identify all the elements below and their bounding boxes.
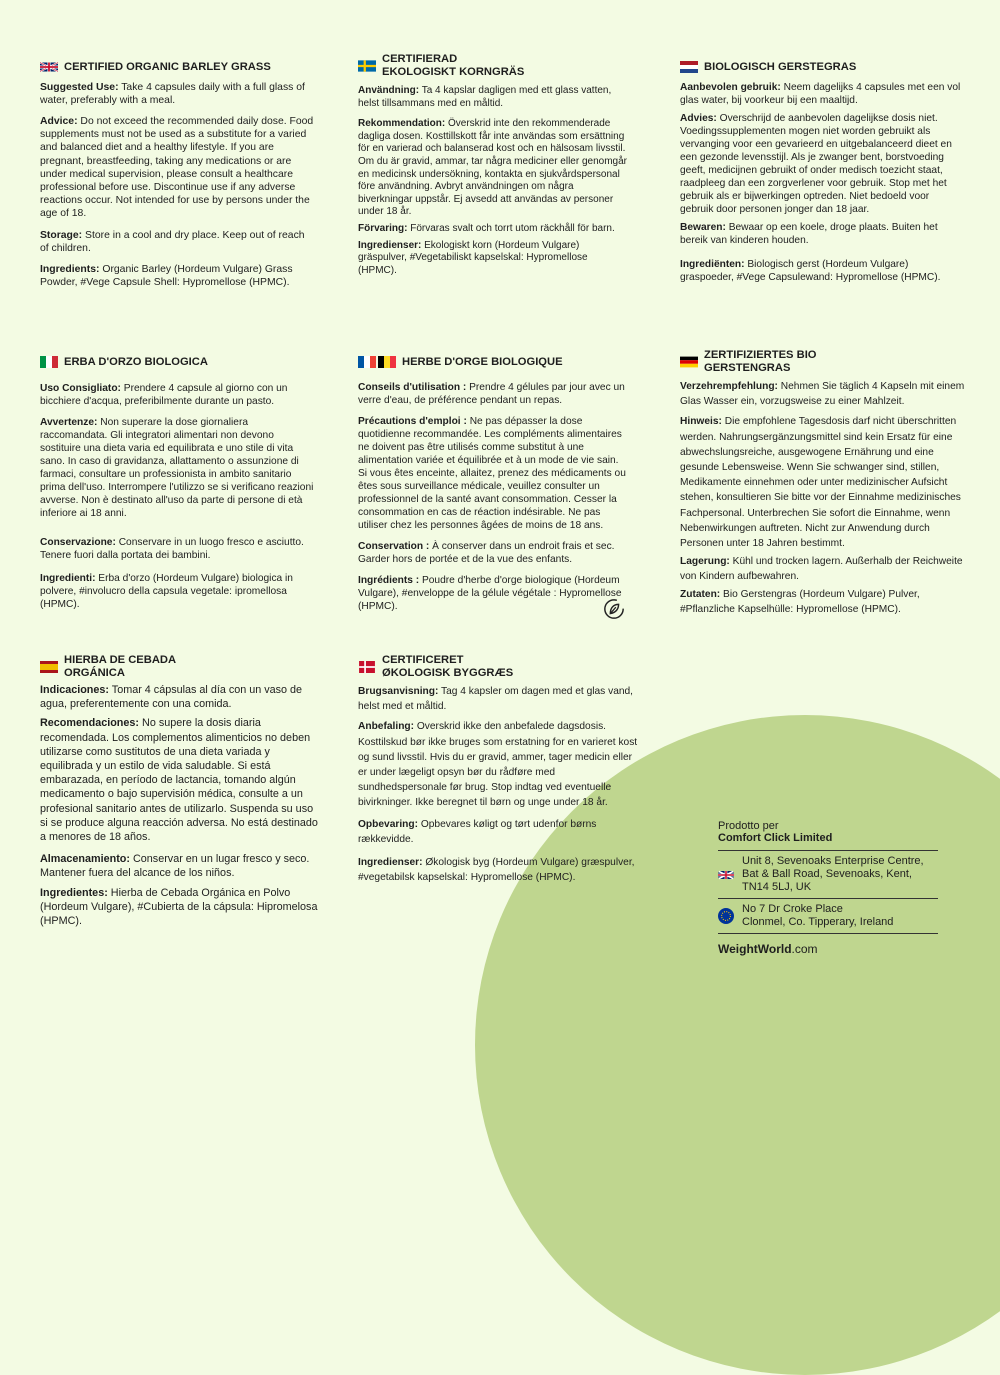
section-label: Zutaten: bbox=[680, 588, 721, 600]
section-label: Bewaren: bbox=[680, 221, 726, 233]
section-text: Bio Gerstengras (Hordeum Vulgare) Pulver, #Pflanzliche Kapselhülle: Hypromellose (HPMC). bbox=[680, 588, 920, 615]
ingredients bbox=[40, 263, 315, 289]
panel-title-row bbox=[40, 654, 320, 679]
panel-title-row bbox=[40, 356, 315, 369]
section-text: Tomar 4 cápsulas al día con un vaso de agua, preferentemente con una comida. bbox=[40, 684, 303, 711]
section-label: Ingredientes: bbox=[40, 886, 108, 899]
section-label: Lagerung: bbox=[680, 556, 730, 568]
section-label: Hinweis: bbox=[680, 416, 722, 428]
sweden-flag-icon bbox=[358, 60, 376, 72]
ingredients bbox=[40, 886, 320, 929]
italy-flag-icon bbox=[40, 356, 58, 368]
section-text: Ne pas dépasser la dose quotidienne recommandée. Les compléments alimentaires ne doivent pas être utilisés comme substitut à une alimentation variée et équilibrée et à un mode de vie sain. Si vous êtes enceinte, allaitez, prenez des médicaments ou êtes sous surveillance médicale, veuillez consulter un professionnel de la santé avant consommation. Cesser la consommation en cas de réaction indésirable. Ne pas utiliser chez les personnes âgées de moins de 18 ans. bbox=[358, 415, 626, 531]
section-text: À conserver dans un endroit frais et sec. Garder hors de portée et de la vue des enfants. bbox=[358, 540, 615, 565]
section-label: Rekommendation: bbox=[358, 118, 446, 130]
section-text: Prendre 4 gélules par jour avec un verre d'eau, de préférence pendant un repas. bbox=[358, 381, 625, 406]
panel-danish bbox=[358, 654, 640, 893]
section-text: Prendere 4 capsule al giorno con un bicchiere d'acqua, preferibilmente durante un pasto. bbox=[40, 382, 288, 407]
eu-address: No 7 Dr Croke Place Clonmel, Co. Tipperary, Ireland bbox=[742, 903, 894, 928]
panel-french bbox=[358, 356, 628, 621]
section-label: Advice: bbox=[40, 115, 78, 127]
usage bbox=[358, 381, 628, 407]
section-label: Aanbevolen gebruik: bbox=[680, 81, 781, 93]
panel-title: CERTIFIED ORGANIC BARLEY GRASS bbox=[64, 61, 271, 73]
flag-group bbox=[358, 356, 396, 368]
section-text: Ekologiskt korn (Hordeum Vulgare) gräspulver, #Vegetabiliskt kapselskal: Hypromellose (HPMC). bbox=[358, 239, 588, 276]
panel-spanish bbox=[40, 654, 320, 936]
section-label: Almacenamiento: bbox=[40, 853, 130, 866]
website bbox=[718, 942, 938, 956]
section-label: Ingredienti: bbox=[40, 572, 96, 584]
section-text: Hierba de Cebada Orgánica en Polvo (Hordeum Vulgare), #Cubierta de la cápsula: Hipromelosa (HPMC). bbox=[40, 886, 318, 928]
germany-flag-icon bbox=[680, 356, 698, 368]
section-text: Do not exceed the recommended daily dose. Food supplements must not be used as a substitute for a varied and balanced diet and a healthy lifestyle. If you are pregnant, breastfeeding, taking any medications or are under medical supervision, please consult a healthcare professional before use. Discontinue use if any adverse reactions occur. Not intended for use by persons under the age of 18. bbox=[40, 115, 314, 220]
section-label: Ingrédients : bbox=[358, 574, 420, 586]
storage bbox=[680, 221, 962, 247]
panel-title-row bbox=[358, 356, 628, 369]
panel-german bbox=[680, 349, 965, 625]
section-label: Avvertenze: bbox=[40, 416, 98, 428]
section-label: Förvaring: bbox=[358, 222, 408, 234]
manufacturer-info bbox=[718, 820, 938, 956]
france-flag-icon bbox=[358, 356, 376, 368]
uk-flag-icon bbox=[718, 867, 734, 883]
panel-title: ZERTIFIZIERTES BIO GERSTENGRAS bbox=[704, 349, 817, 374]
section-text: Non superare la dose giornaliera raccomandata. Gli integratori alimentari non devono sostituire una dieta varia ed equilibrata e uno stile di vita sano. In caso di gravidanza, allattamento o assunzione di farmaci, consultare un professionista in ambito sanitario prima dell'uso. Interrompere l'utilizzo se si verificano reazioni avverse. Non è destinato all'uso da parte di persone di età inferiore ai 18 anni. bbox=[40, 416, 314, 519]
precautions bbox=[358, 415, 628, 532]
section-text: Take 4 capsules daily with a full glass of water, preferably with a meal. bbox=[40, 81, 305, 106]
usage bbox=[40, 382, 315, 408]
storage bbox=[358, 223, 628, 236]
ingredients bbox=[358, 574, 628, 613]
denmark-flag-icon bbox=[358, 661, 376, 673]
storage bbox=[680, 554, 965, 584]
produced-by-label: Prodotto per bbox=[718, 820, 779, 832]
section-text: Biologisch gerst (Hordeum Vulgare) graspoeder, #Vege Capsulewand: Hypromellose (HPMC). bbox=[680, 258, 941, 283]
section-label: Ingredients: bbox=[40, 263, 100, 275]
section-label: Ingredienser: bbox=[358, 857, 423, 869]
section-text: No supere la dosis diaria recomendada. Los complementos alimenticios no deben utilizarse como sustitutos de una dieta variada y equilibrada y un estilo de vida saludable. Si está embarazada, en período de lactancia, tomando algún medicamento o bajo supervisión médica, consulte a un profesional sanitario antes de utilizarlo. Suspenda su uso si se produce alguna reacción adversa. No está destinado a menores de 18 años. bbox=[40, 717, 318, 844]
usage bbox=[680, 379, 965, 409]
ingredients bbox=[40, 572, 315, 611]
website-domain: .com bbox=[791, 942, 818, 956]
section-text: Neem dagelijks 4 capsules met een vol glas water, bij voorkeur bij een maaltijd. bbox=[680, 81, 961, 106]
uk-address-row bbox=[718, 850, 938, 899]
storage bbox=[358, 817, 640, 847]
section-text: Tag 4 kapsler om dagen med et glas vand, helst med et måltid. bbox=[358, 686, 634, 713]
warnings bbox=[40, 416, 315, 520]
recommendation bbox=[358, 719, 640, 810]
usage bbox=[358, 684, 640, 714]
panel-english bbox=[40, 61, 315, 297]
panel-title-row bbox=[358, 53, 628, 78]
usage bbox=[358, 85, 628, 110]
ingredients bbox=[358, 240, 628, 278]
panel-title: BIOLOGISCH GERSTEGRAS bbox=[704, 61, 857, 73]
section-label: Ingredienser: bbox=[358, 239, 422, 251]
section-label: Användning: bbox=[358, 85, 420, 96]
section-text: Økologisk byg (Hordeum Vulgare) græspulver, #vegetabilsk kapselskal: Hypromellose (HPMC). bbox=[358, 857, 635, 884]
section-text: Store in a cool and dry place. Keep out of reach of children. bbox=[40, 229, 305, 254]
storage bbox=[40, 536, 315, 562]
storage bbox=[40, 229, 315, 255]
section-label: Opbevaring: bbox=[358, 818, 419, 830]
usage bbox=[40, 683, 320, 711]
section-text: Die empfohlene Tagesdosis darf nicht überschritten werden. Nahrungsergänzungsmittel sind kein Ersatz für eine abwechslungsreiche, ausgewogene Ernährung und eine gesunde Lebensweise. Wenn Sie schwanger sind, stillen, Medikamente einnehmen oder unter medizinischer Aufsicht stehen, konsultieren Sie bitte vor der Einnahme medizinisches Fachpersonal. Unterbrechen Sie sofort die Einnahme, wenn Nebenwirkungen auftreten. Nicht zur Anwendung durch Personen unter 18 Jahren bestimmt. bbox=[680, 416, 961, 550]
section-text: Nehmen Sie täglich 4 Kapseln mit einem Glas Wasser ein, vorzugsweise zu einer Mahlzeit. bbox=[680, 381, 965, 408]
section-text: Overschrijd de aanbevolen dagelijkse dosis niet. Voedingssupplementen mogen niet worden gebruikt als vervanging voor een gevarieerd en uitgebalanceerd dieet en een gezonde levensstijl. Als je zwanger bent, borstvoeding geeft, medicijnen gebruikt of onder medisch toezicht staat, raadpleeg dan een zorgverlener voor gebruik. Stop met het gebruik als er bijwerkingen optreden. Niet bedoeld voor gebruik door personen jonger dan 18 jaar. bbox=[680, 112, 952, 215]
panel-title: ERBA D'ORZO BIOLOGICA bbox=[64, 356, 208, 368]
panel-title: CERTIFIERAD EKOLOGISKT KORNGRÄS bbox=[382, 53, 525, 78]
panel-title-row bbox=[680, 349, 965, 374]
section-label: Brugsanvisning: bbox=[358, 686, 439, 697]
belgium-flag-icon bbox=[378, 356, 396, 368]
section-text: Erba d'orzo (Hordeum Vulgare) biologica in polvere, #involucro della capsula vegetale: ipromellosa (HPMC). bbox=[40, 572, 293, 610]
section-label: Storage: bbox=[40, 229, 83, 241]
section-text: Bewaar op een koele, droge plaats. Buiten het bereik van kinderen houden. bbox=[680, 221, 938, 246]
panel-title: HERBE D'ORGE BIOLOGIQUE bbox=[402, 356, 563, 368]
section-text: Conservar en un lugar fresco y seco. Mantener fuera del alcance de los niños. bbox=[40, 853, 310, 880]
storage bbox=[40, 852, 320, 880]
uk-address: Unit 8, Sevenoaks Enterprise Centre, Bat & Ball Road, Sevenoaks, Kent, TN14 5LJ, UK bbox=[742, 855, 924, 893]
company-name: Comfort Click Limited bbox=[718, 832, 833, 844]
recommendations bbox=[40, 716, 320, 844]
advice bbox=[680, 112, 962, 216]
netherlands-flag-icon bbox=[680, 61, 698, 73]
section-label: Conservazione: bbox=[40, 536, 116, 548]
section-label: Précautions d'emploi : bbox=[358, 415, 467, 427]
usage bbox=[680, 81, 962, 107]
section-label: Verzehrempfehlung: bbox=[680, 381, 778, 392]
section-text: Överskrid inte den rekommenderade dagliga dosen. Kosttillskott får inte användas som ersättning för en varierad och balanserad kost och en hälsosam livsstil. Om du är gravid, ammar, tar några mediciner eller genomgår en medicinsk undersökning, kontakta en sjukvårdspersonal före användning. Avbryt användningen om några biverkningar uppstår. Ej avsedd att användas av personer under 18 år. bbox=[358, 118, 628, 218]
section-label: Recomendaciones: bbox=[40, 717, 140, 730]
section-label: Anbefaling: bbox=[358, 721, 415, 733]
notice bbox=[680, 414, 965, 551]
section-label: Uso Consigliato: bbox=[40, 382, 121, 394]
section-label: Conservation : bbox=[358, 540, 430, 552]
panel-title: CERTIFICERET ØKOLOGISK BYGGRÆS bbox=[382, 654, 514, 679]
section-label: Indicaciones: bbox=[40, 684, 109, 696]
section-text: Ta 4 kapslar dagligen med ett glass vatten, helst tillsammans med en måltid. bbox=[358, 85, 612, 109]
section-label: Conseils d'utilisation : bbox=[358, 381, 467, 393]
panel-italian bbox=[40, 356, 315, 619]
panel-swedish bbox=[358, 53, 628, 285]
eu-address-row bbox=[718, 899, 938, 934]
ingredients bbox=[358, 855, 640, 885]
suggested-use bbox=[40, 81, 315, 107]
website-brand: WeightWorld bbox=[718, 942, 792, 956]
panel-title-row bbox=[680, 61, 962, 74]
storage bbox=[358, 540, 628, 566]
recommendation bbox=[358, 118, 628, 219]
section-text: Conservare in un luogo fresco e asciutto. Tenere fuori dalla portata dei bambini. bbox=[40, 536, 304, 561]
section-text: Kühl und trocken lagern. Außerhalb der Reichweite von Kindern aufbewahren. bbox=[680, 556, 963, 583]
eu-flag-icon bbox=[718, 908, 734, 924]
panel-dutch bbox=[680, 61, 962, 292]
section-text: Poudre d'herbe d'orge biologique (Hordeum Vulgare), #enveloppe de la gélule végétale : Hypromellose (HPMC). bbox=[358, 574, 622, 612]
uk-flag-icon bbox=[40, 61, 58, 73]
panel-title: HIERBA DE CEBADA ORGÁNICA bbox=[64, 654, 177, 679]
ingredients bbox=[680, 587, 965, 617]
panel-title-row bbox=[40, 61, 315, 74]
section-text: Organic Barley (Hordeum Vulgare) Grass Powder, #Vege Capsule Shell: Hypromellose (HPMC). bbox=[40, 263, 293, 289]
section-label: Suggested Use: bbox=[40, 81, 119, 93]
section-label: Ingrediënten: bbox=[680, 258, 745, 270]
panel-title-row bbox=[358, 654, 640, 679]
section-text: Overskrid ikke den anbefalede dagsdosis. Kosttilskud bør ikke bruges som erstatning for en varieret kost og sund livsstil. Hvis du er gravid, ammer, tager medicin eller er under lægeligt opsyn bør du rådføre med sundhedspersonale før brug. Stop indtag ved eventuelle bivirkninger. Ikke beregnet til børn og unge under 18 år. bbox=[358, 721, 638, 809]
section-text: Förvaras svalt och torrt utom räckhåll för barn. bbox=[407, 222, 615, 234]
advice bbox=[40, 115, 315, 221]
section-label: Advies: bbox=[680, 112, 717, 124]
vegan-leaf-icon bbox=[603, 598, 625, 620]
section-text: Opbevares køligt og tørt udenfor børns rækkevidde. bbox=[358, 818, 597, 845]
ingredients bbox=[680, 258, 962, 284]
spain-flag-icon bbox=[40, 661, 58, 673]
